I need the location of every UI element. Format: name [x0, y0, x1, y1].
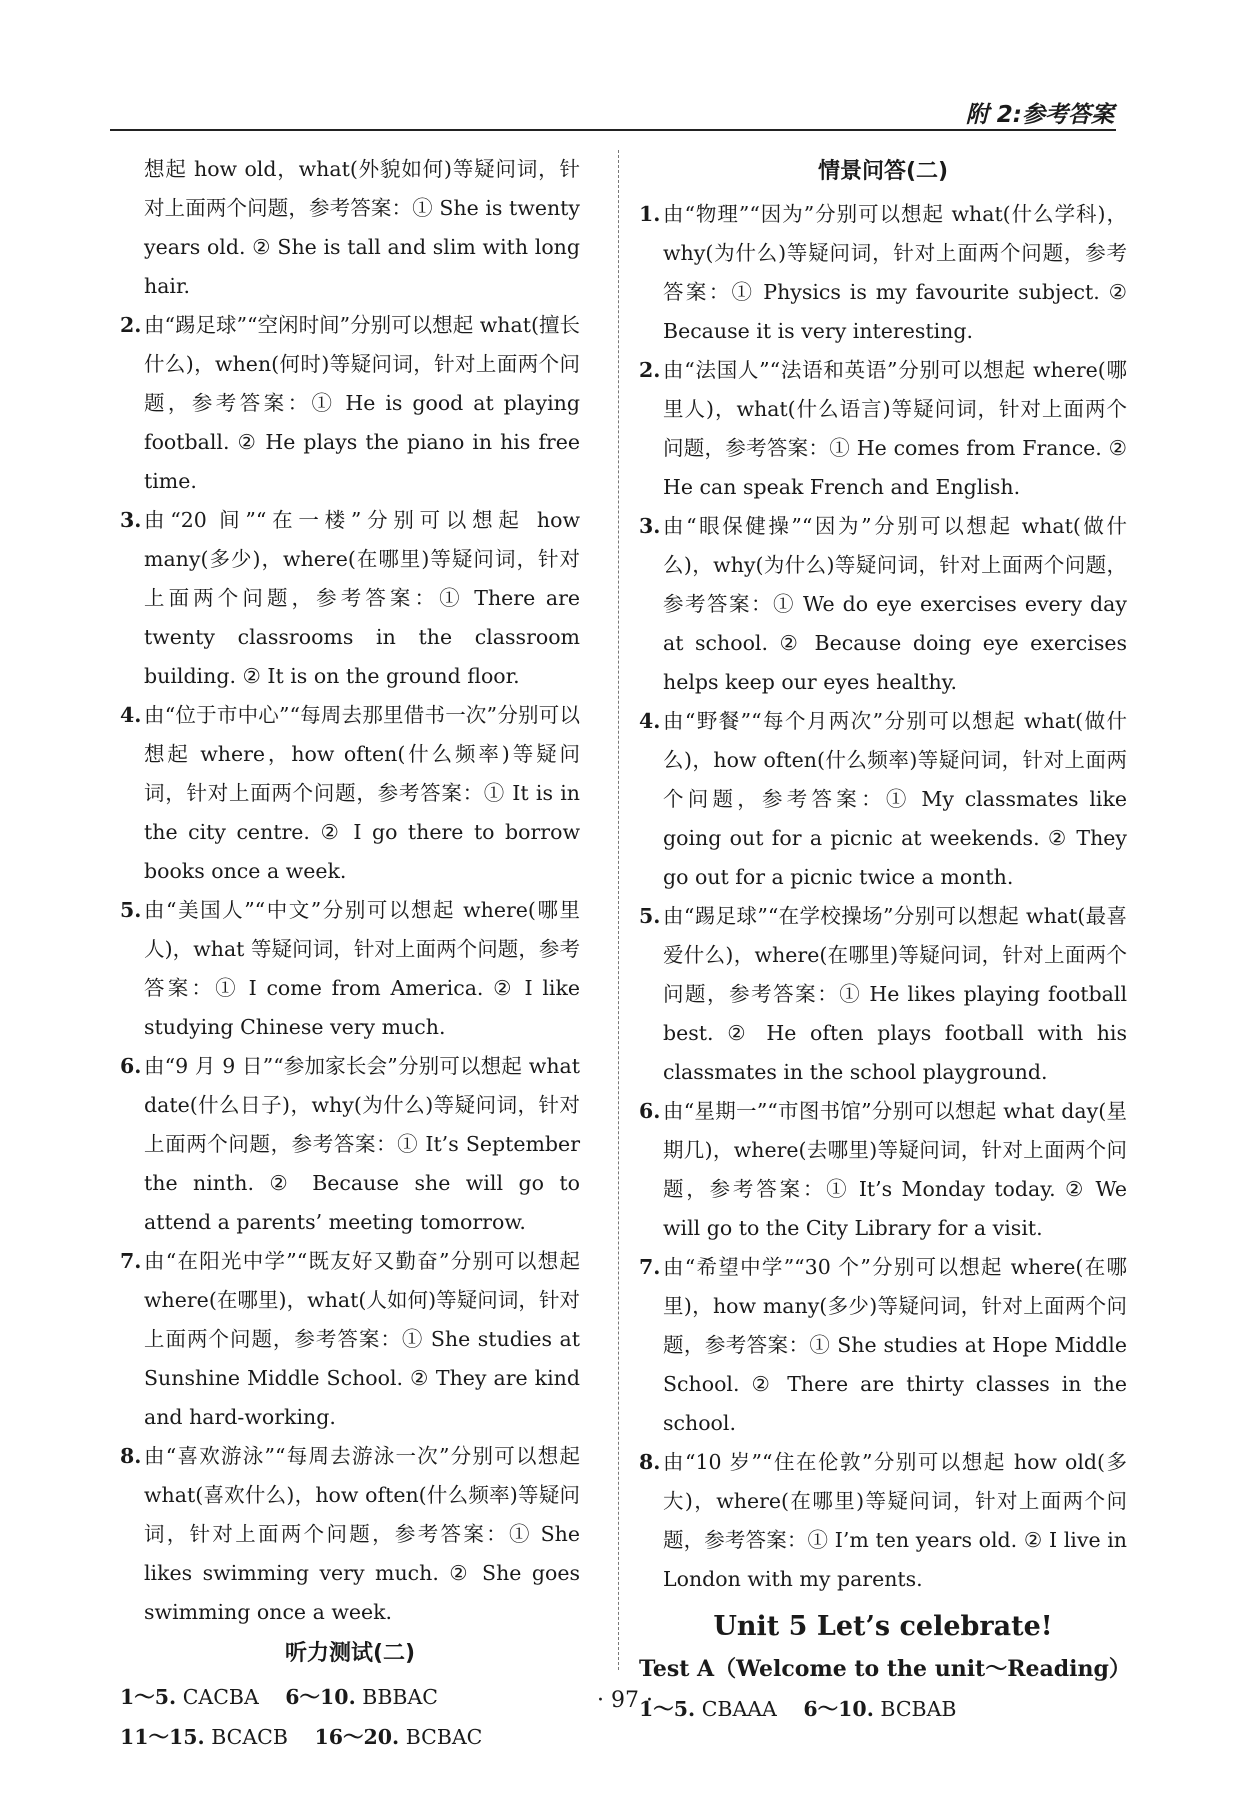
item-number: 2. — [639, 358, 661, 382]
answer-range: 6～10. — [803, 1697, 874, 1721]
answer-letters: BCBAB — [880, 1697, 957, 1721]
item-number: 4. — [120, 703, 142, 727]
answer-range: 16～20. — [314, 1725, 400, 1749]
item-number: 5. — [120, 898, 142, 922]
left-column — [120, 150, 580, 1757]
answer-item-2 — [120, 306, 580, 501]
continued-answer: 想起 how old，what(外貌如何)等疑问词，针对上面两个问题，参考答案：① She is twenty years old. ② She is tall and slim with long hair. — [144, 157, 580, 298]
item-text: 由“20 间”“在一楼”分别可以想起 how many(多少)，where(在哪里)等疑问词，针对上面两个问题，参考答案：① There are twenty classrooms in the classroom building. ② It is on the ground floor. — [144, 508, 580, 688]
answer-item-1 — [639, 195, 1127, 351]
answer-item-4 — [120, 696, 580, 891]
answer-item-2 — [639, 351, 1127, 507]
answer-range: 1～5. — [639, 1697, 696, 1721]
item-text: 由“物理”“因为”分别可以想起 what(什么学科)，why(为什么)等疑问词，针对上面两个问题，参考答案：① Physics is my favourite subject. ② Because it is very interesting. — [663, 202, 1127, 343]
item-text: 由“美国人”“中文”分别可以想起 where(哪里人)，what 等疑问词，针对上面两个问题，参考答案：① I come from America. ② I like studying Chinese very much. — [144, 898, 580, 1039]
answer-letters: BBBAC — [362, 1685, 438, 1709]
item-text: 由“希望中学”“30 个”分别可以想起 where(在哪里)，how many(多少)等疑问词，针对上面两个问题，参考答案：① She studies at Hope Middle School. ② There are thirty classes in the school. — [663, 1255, 1127, 1435]
answer-item-6 — [639, 1092, 1127, 1248]
item-number: 3. — [639, 514, 661, 538]
item-number: 7. — [120, 1249, 142, 1273]
item-text: 由“野餐”“每个月两次”分别可以想起 what(做什么)，how often(什么频率)等疑问词，针对上面两个问题，参考答案：① My classmates like going out for a picnic at weekends. ② They go out for a picnic twice a month. — [663, 709, 1127, 889]
running-header-title: 附 2:参考答案 — [965, 102, 1114, 128]
situational-qa-title: 情景问答(二) — [817, 159, 949, 184]
item-text: 由“在阳光中学”“既友好又勤奋”分别可以想起 where(在哪里)，what(人如何)等疑问词，针对上面两个问题，参考答案：① She studies at Sunshine Middle School. ② They are kind and hard-working. — [144, 1249, 580, 1429]
item-text: 由“踢足球”“空闲时间”分别可以想起 what(擅长什么)，when(何时)等疑问词，针对上面两个问题，参考答案：① He is good at playing football. ② He plays the piano in his free time. — [144, 313, 580, 493]
column-divider — [618, 150, 619, 1670]
right-column — [639, 150, 1131, 1729]
unit-title: Unit 5 Let’s celebrate! — [713, 1611, 1053, 1642]
item-number: 1. — [639, 202, 661, 226]
header-rule — [110, 129, 1116, 131]
item-number: 6. — [639, 1099, 661, 1123]
page-number: · 97 · — [597, 1688, 653, 1713]
answer-item-5 — [639, 897, 1127, 1092]
item-text: 由“法国人”“法语和英语”分别可以想起 where(哪里人)，what(什么语言)等疑问词，针对上面两个问题，参考答案：① He comes from France. ② He can speak French and English. — [663, 358, 1127, 499]
answer-range: 11～15. — [120, 1725, 205, 1749]
item-number: 3. — [120, 508, 142, 532]
item-number: 7. — [639, 1255, 661, 1279]
answer-item-6 — [120, 1047, 580, 1242]
answer-letters: BCACB — [211, 1725, 288, 1749]
item-text: 由“星期一”“市图书馆”分别可以想起 what day(星期几)，where(去哪里)等疑问词，针对上面两个问题，参考答案：① It’s Monday today. ② We will go to the City Library for a visit. — [663, 1099, 1127, 1240]
answer-item-4 — [639, 702, 1127, 897]
item-number: 4. — [639, 709, 661, 733]
item-number: 6. — [120, 1054, 142, 1078]
test-title: Test A（Welcome to the unit～Reading） — [639, 1656, 1131, 1682]
item-number: 8. — [639, 1450, 661, 1474]
item-text: 由“位于市中心”“每周去那里借书一次”分别可以想起 where，how often(什么频率)等疑问词，针对上面两个问题，参考答案：① It is in the city centre. ② I go there to borrow books once a week. — [144, 703, 580, 883]
answer-item-7 — [639, 1248, 1127, 1443]
listening-test-title: 听力测试(二) — [284, 1641, 416, 1666]
item-number: 8. — [120, 1444, 142, 1468]
answer-letters: CBAAA — [701, 1697, 777, 1721]
item-text: 由“眼保健操”“因为”分别可以想起 what(做什么)，why(为什么)等疑问词，针对上面两个问题，参考答案：① We do eye exercises every day at school. ② Because doing eye exercises helps keep our eyes healthy. — [663, 514, 1127, 694]
answer-item-8 — [120, 1437, 580, 1632]
item-text: 由“踢足球”“在学校操场”分别可以想起 what(最喜爱什么)，where(在哪里)等疑问词，针对上面两个问题，参考答案：① He likes playing football best. ② He often plays football with his classmates in the school playground. — [663, 904, 1127, 1084]
answer-item-3 — [120, 501, 580, 696]
answer-range: 1～5. — [120, 1685, 177, 1709]
answer-range: 6～10. — [285, 1685, 356, 1709]
answer-letters: BCBAC — [405, 1725, 483, 1749]
answer-item-5 — [120, 891, 580, 1047]
listening-answers-row-2 — [120, 1717, 580, 1757]
item-text: 由“9 月 9 日”“参加家长会”分别可以想起 what date(什么日子)，why(为什么)等疑问词，针对上面两个问题，参考答案：① It’s September the ninth. ② Because she will go to attend a parents’ meeting tomorrow. — [144, 1054, 580, 1234]
item-text: 由“喜欢游泳”“每周去游泳一次”分别可以想起 what(喜欢什么)，how often(什么频率)等疑问词，针对上面两个问题，参考答案：① She likes swimming very much. ② She goes swimming once a week. — [144, 1444, 580, 1624]
answer-item-7 — [120, 1242, 580, 1437]
answer-item-3 — [639, 507, 1127, 702]
answer-item-8 — [639, 1443, 1127, 1599]
item-number: 2. — [120, 313, 142, 337]
item-number: 5. — [639, 904, 661, 928]
answer-letters: CACBA — [182, 1685, 259, 1709]
item-text: 由“10 岁”“住在伦敦”分别可以想起 how old(多大)，where(在哪里)等疑问词，针对上面两个问题，参考答案：① I’m ten years old. ② I live in London with my parents. — [663, 1450, 1127, 1591]
